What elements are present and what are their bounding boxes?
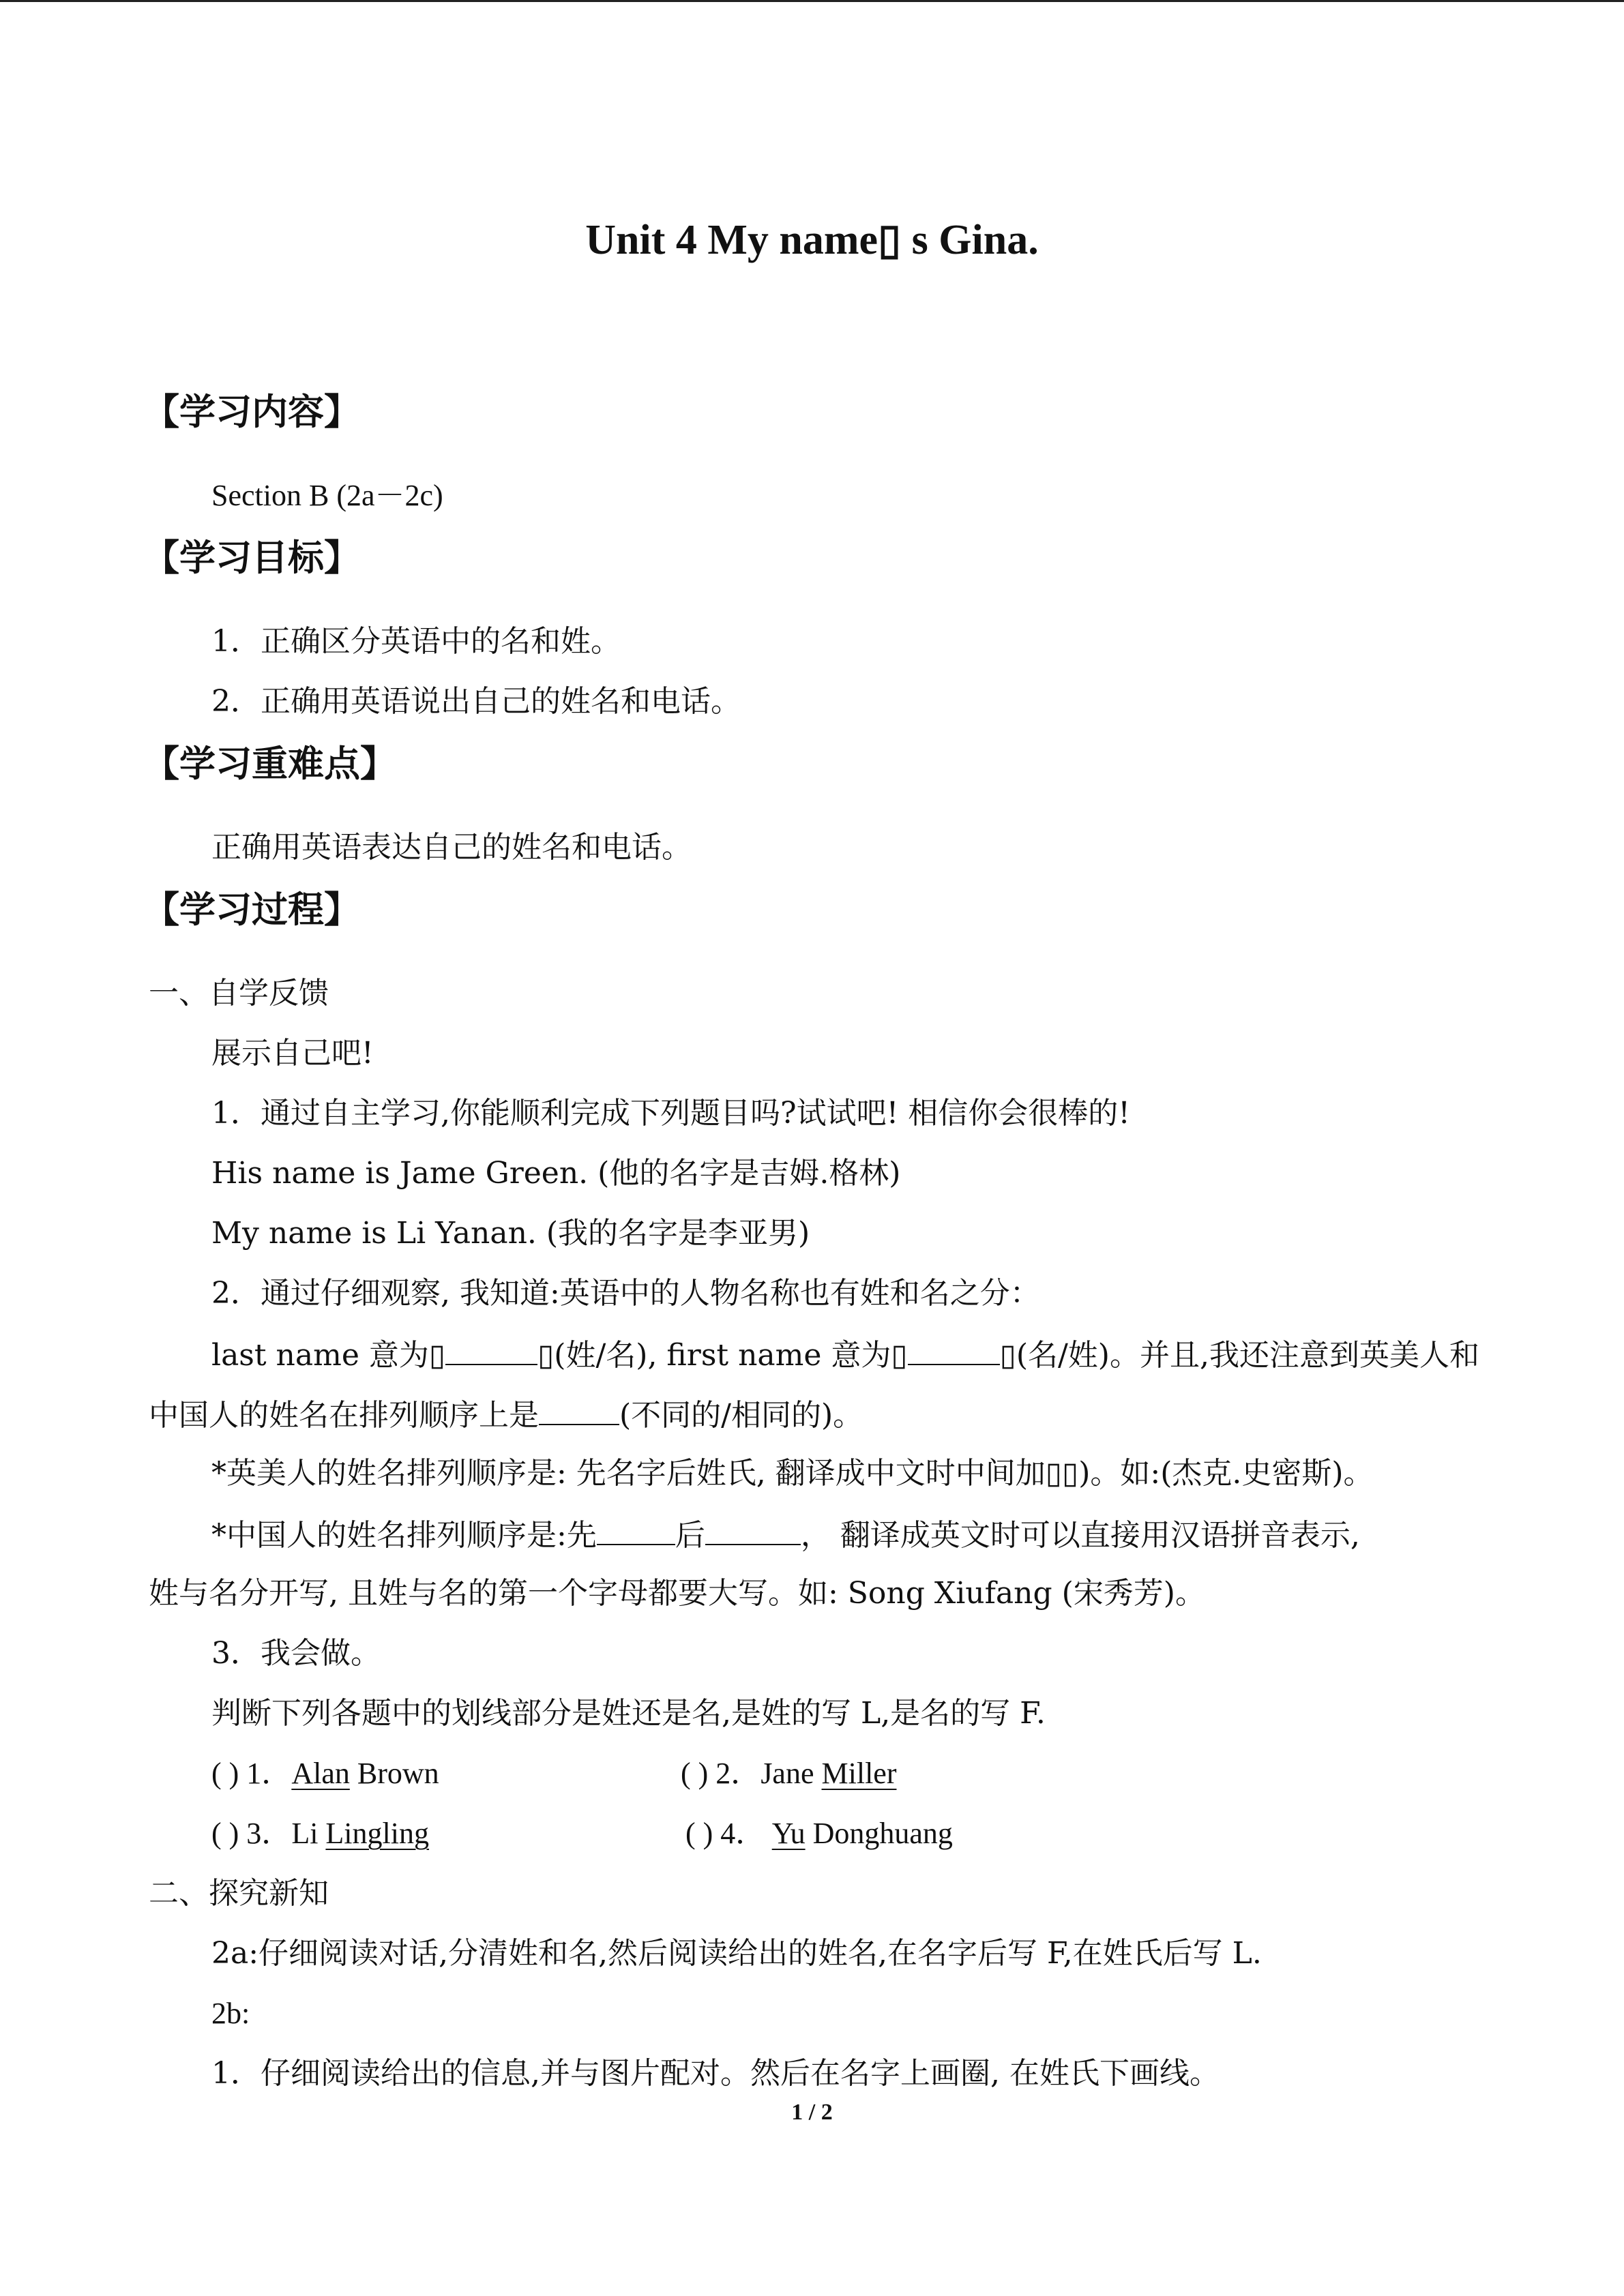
item-rest: Brown bbox=[349, 1757, 439, 1790]
question-3: 3．我会做。 bbox=[211, 1636, 381, 1671]
underlined-name: Alan bbox=[291, 1757, 350, 1790]
underlined-name: Lingling bbox=[325, 1817, 429, 1850]
answer-blank[interactable] bbox=[539, 1392, 619, 1425]
question-1: 1．通过自主学习,你能顺利完成下列题目吗?试试吧! 相信你会很棒的! bbox=[211, 1096, 1130, 1131]
answer-blank[interactable] bbox=[908, 1332, 1000, 1365]
heading-learning-content: 【学习内容】 bbox=[143, 391, 360, 433]
heading-learning-goals: 【学习目标】 bbox=[143, 537, 360, 579]
fill-in-line-2 bbox=[149, 1392, 863, 1437]
note-text: ， 翻译成英文时可以直接用汉语拼音表示, bbox=[800, 1518, 1360, 1553]
note-text: *中国人的姓名排列顺序是:先 bbox=[211, 1518, 597, 1553]
fill-in-line-1 bbox=[211, 1332, 1479, 1377]
difficulty-text: 正确用英语表达自己的姓名和电话。 bbox=[211, 830, 692, 865]
task-2b-question-1: 1．仔细阅读给出的信息,并与图片配对。然后在名字上画圈, 在姓氏下画线。 bbox=[211, 2056, 1220, 2091]
fill-text: last name 意为▯ bbox=[211, 1338, 446, 1373]
item-number: ( ) 3． bbox=[211, 1817, 292, 1850]
page-title: Unit 4 My name▯ s Gina. bbox=[585, 217, 1039, 263]
part2-heading: 二、探究新知 bbox=[149, 1876, 329, 1911]
goal-item: 2．正确用英语说出自己的姓名和电话。 bbox=[211, 684, 741, 719]
item-plain: Jane bbox=[761, 1757, 822, 1790]
answer-blank[interactable] bbox=[705, 1512, 801, 1545]
question-2: 2．通过仔细观察, 我知道:英语中的人物名称也有姓和名之分： bbox=[211, 1276, 1040, 1311]
exercise-item bbox=[681, 1753, 896, 1795]
fill-text: ▯(姓/名), first name 意为▯ bbox=[537, 1338, 908, 1373]
heading-learning-process: 【学习过程】 bbox=[143, 889, 360, 931]
note-text: 后 bbox=[675, 1518, 705, 1553]
exercise-item bbox=[685, 1813, 953, 1855]
heading-key-difficulty: 【学习重难点】 bbox=[143, 743, 396, 785]
fill-text: 中国人的姓名在排列顺序上是 bbox=[149, 1398, 539, 1433]
question-3-instruction: 判断下列各题中的划线部分是姓还是名,是姓的写 L,是名的写 F. bbox=[211, 1696, 1046, 1731]
page-number: 1 / 2 bbox=[791, 2100, 833, 2125]
item-number: ( ) 4． bbox=[685, 1817, 766, 1850]
task-2b-label: 2b: bbox=[211, 1997, 250, 2030]
goal-item: 1．正确区分英语中的名和姓。 bbox=[211, 624, 621, 659]
example-sentence: My name is Li Yanan. (我的名字是李亚男) bbox=[211, 1216, 810, 1251]
note-western-names: *英美人的姓名排列顺序是: 先名字后姓氏, 翻译成中文时中间加▯▯)。如:(杰克.史密斯)。 bbox=[211, 1456, 1374, 1491]
part1-heading: 一、自学反馈 bbox=[149, 976, 329, 1011]
exercise-item bbox=[211, 1813, 429, 1855]
example-sentence: His name is Jame Green. (他的名字是吉姆.格林) bbox=[211, 1156, 901, 1191]
item-rest: Donghuang bbox=[805, 1817, 953, 1850]
underlined-name: Miller bbox=[821, 1757, 897, 1790]
section-range: Section B (2a－2c) bbox=[211, 479, 443, 512]
answer-blank[interactable] bbox=[445, 1332, 537, 1365]
fill-text: ▯(名/姓)。并且,我还注意到英美人和 bbox=[999, 1338, 1479, 1373]
item-plain bbox=[765, 1817, 771, 1850]
item-number: ( ) 1． bbox=[211, 1757, 292, 1790]
fill-text: (不同的/相同的)。 bbox=[619, 1398, 863, 1433]
item-number: ( ) 2． bbox=[681, 1757, 761, 1790]
exercise-item bbox=[211, 1753, 439, 1795]
note-chinese-names-cont: 姓与名分开写, 且姓与名的第一个字母都要大写。如: Song Xiufang (宋秀芳)。 bbox=[149, 1576, 1205, 1611]
answer-blank[interactable] bbox=[597, 1512, 675, 1545]
part1-intro: 展示自己吧! bbox=[211, 1036, 374, 1071]
underlined-name: Yu bbox=[771, 1817, 806, 1850]
task-2a: 2a:仔细阅读对话,分清姓和名,然后阅读给出的姓名,在名字后写 F,在姓氏后写 L. bbox=[211, 1936, 1262, 1971]
note-chinese-names bbox=[211, 1512, 1360, 1557]
page-top-border bbox=[0, 0, 1624, 2]
item-plain: Li bbox=[291, 1817, 326, 1850]
